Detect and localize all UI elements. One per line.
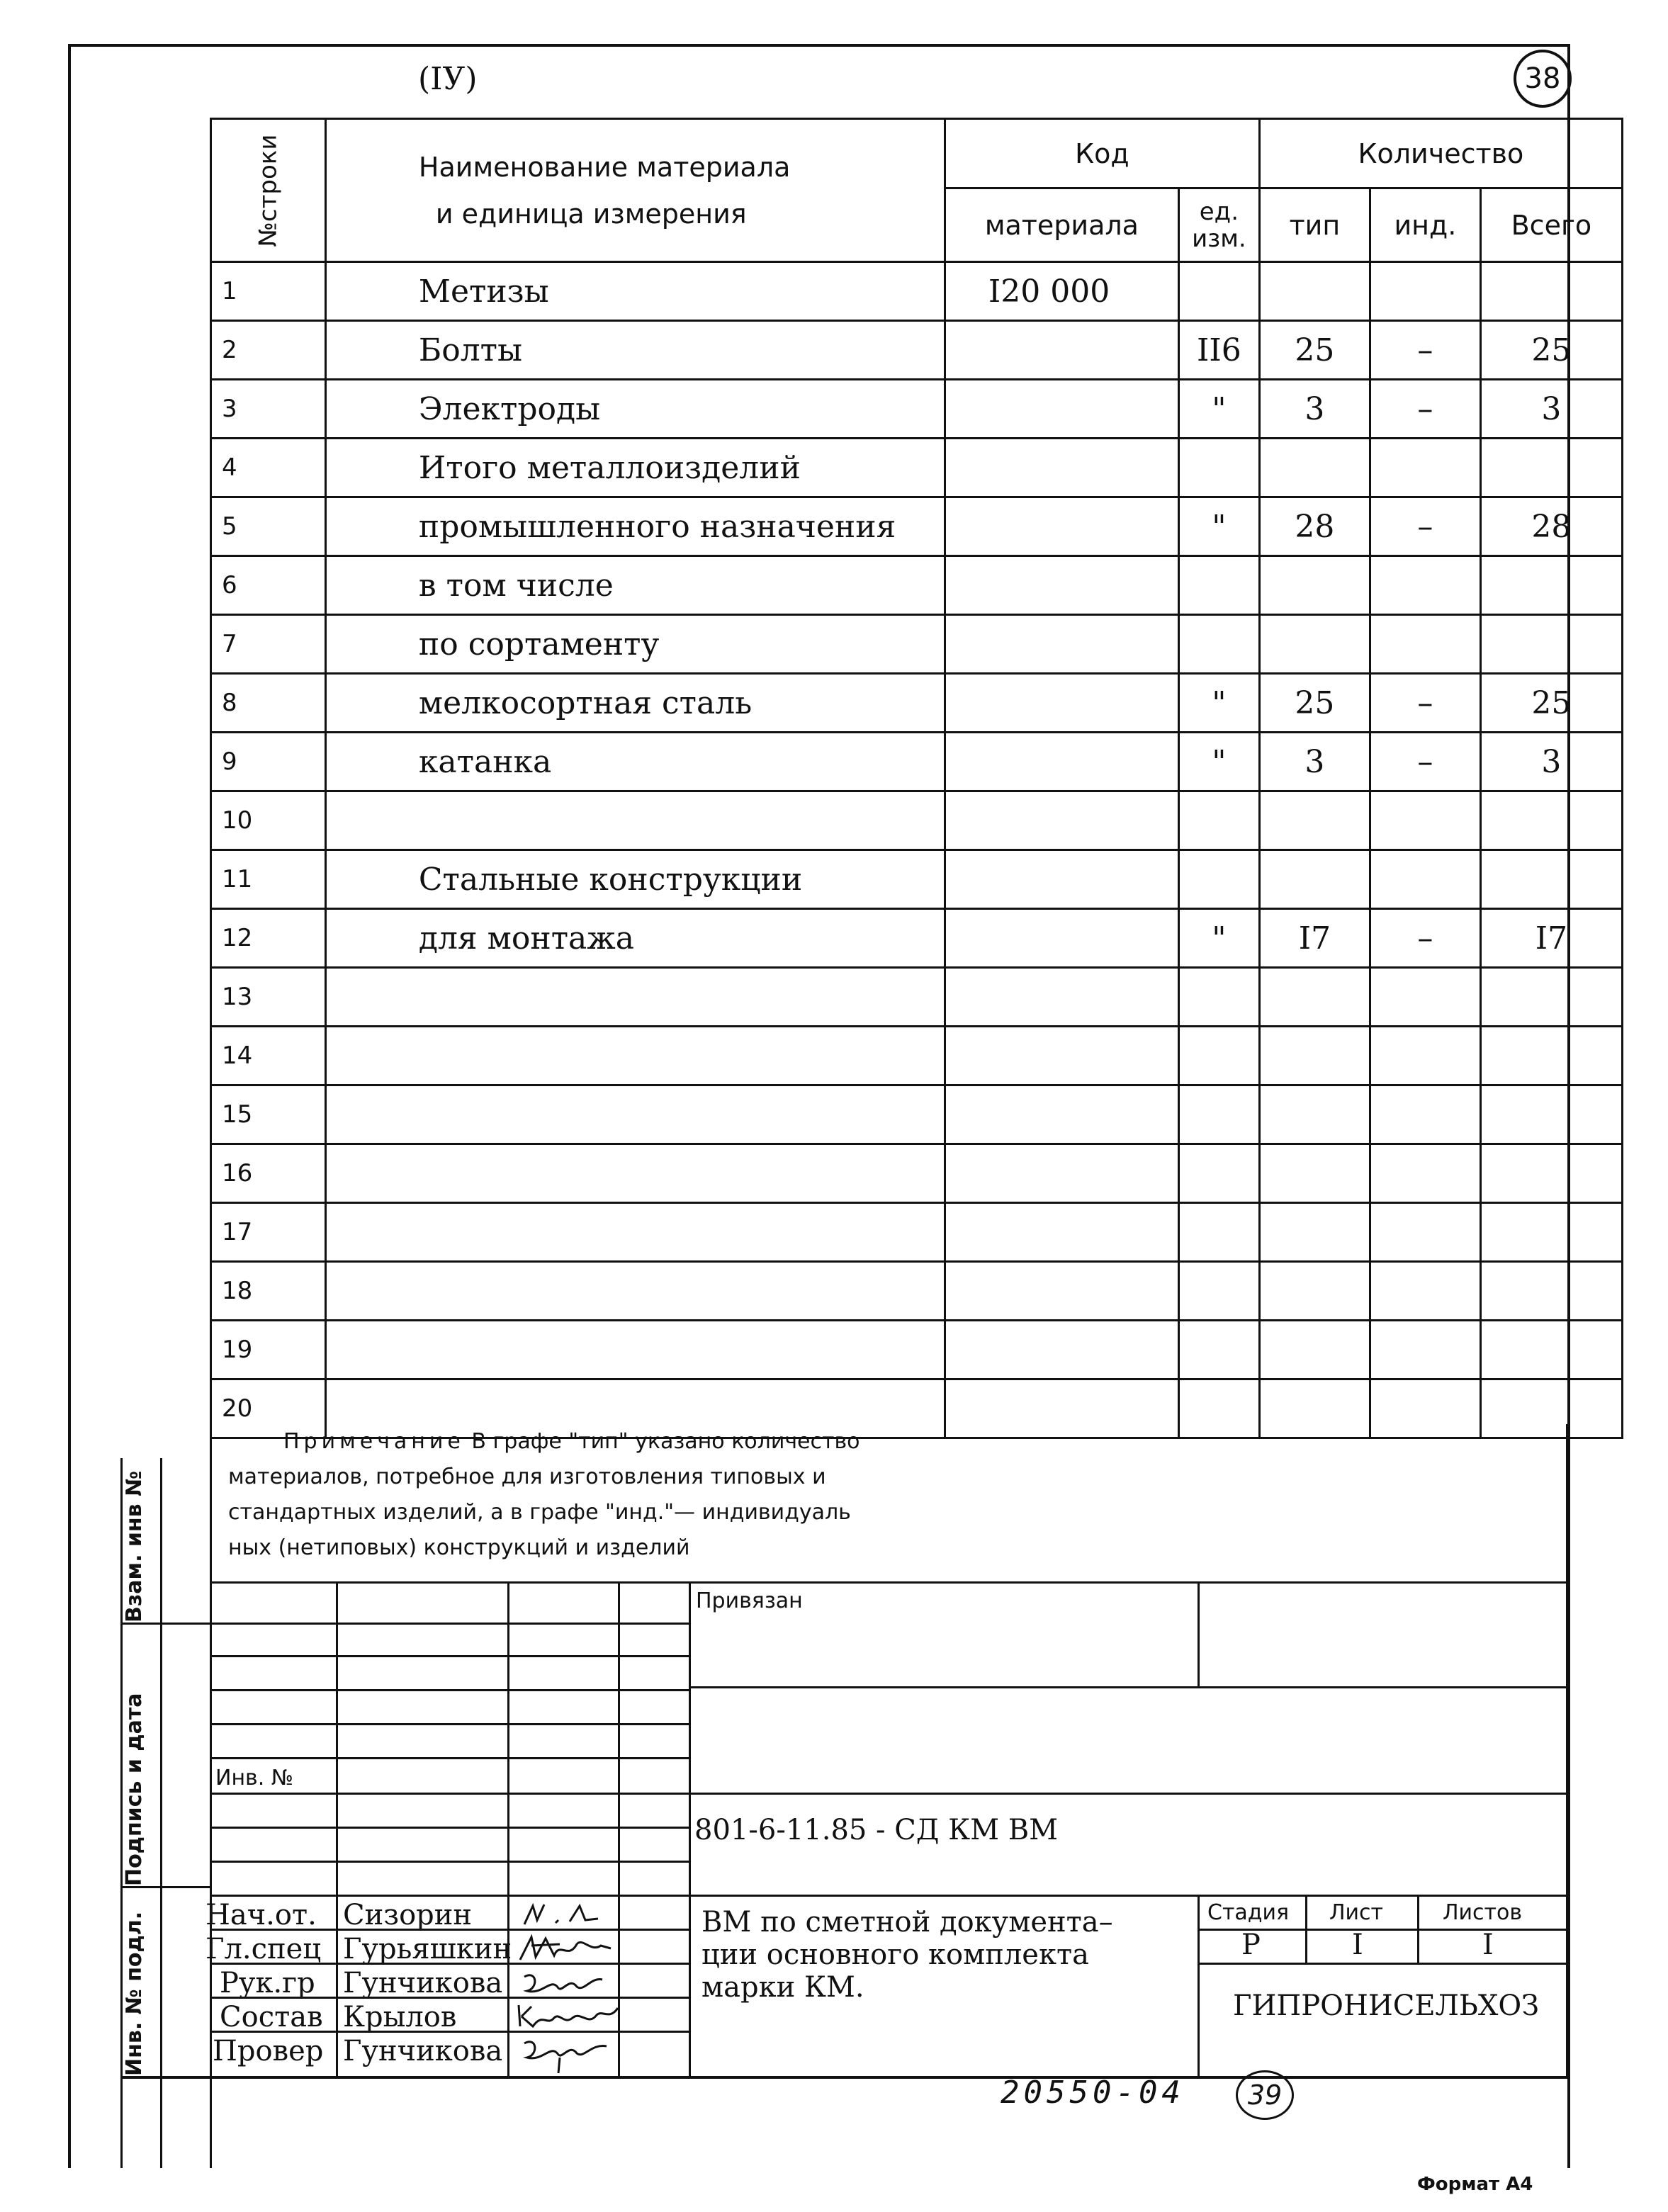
qty-type: 28 [1259,497,1370,556]
materials-table-body [211,262,1623,1438]
qty-ind: – [1370,321,1480,380]
unit-code [1178,1262,1259,1321]
qty-ind: – [1370,909,1480,968]
row-number: 1 [211,262,326,321]
note [228,1424,1149,1566]
header-code-material: материала [945,188,1178,262]
qty-type [1259,791,1370,850]
sheet-label: Лист [1329,1900,1384,1925]
signature-1 [520,1899,605,1930]
stamp-bottom-rule [120,2076,1567,2079]
material-code [945,615,1178,674]
footer-number: 20550-04 [1001,2075,1185,2111]
qty-total [1480,1085,1622,1144]
material-name [325,1203,945,1262]
qty-total [1480,1379,1622,1438]
side-label-podpis: Подпись и дата [122,1693,147,1886]
qty-total [1480,1144,1622,1203]
unit-code: " [1178,497,1259,556]
note-line1: В графе "тип" указано количество [471,1429,860,1454]
qty-ind [1370,1262,1480,1321]
header-qty-group: Количество [1259,119,1622,188]
material-code [945,850,1178,909]
title-line1: ВМ по сметной документа– [701,1906,1113,1939]
material-name: Электроды [325,380,945,439]
sheet-value: I [1352,1929,1363,1961]
qty-total [1480,262,1622,321]
unit-code [1178,615,1259,674]
privyazan-bottom-rule [689,1686,1567,1688]
stamp-row-2 [210,1655,689,1657]
qty-type [1259,1203,1370,1262]
qty-ind [1370,1203,1480,1262]
stage-value: Р [1241,1929,1261,1961]
header-code-unit: ед. изм. [1178,188,1259,262]
table-row [211,380,1623,439]
footer-circle-number: 39 [1236,2070,1294,2120]
name-1: Сизорин [343,1899,473,1931]
stamp-row-5 [210,1757,689,1759]
row-number: 14 [211,1027,326,1085]
qty-ind [1370,1085,1480,1144]
qty-total [1480,1203,1622,1262]
material-name [325,1085,945,1144]
qty-ind [1370,262,1480,321]
material-code [945,791,1178,850]
qty-type [1259,1262,1370,1321]
stage-col-1 [1305,1895,1307,1963]
stamp-row-6 [210,1793,689,1795]
material-code [945,733,1178,791]
qty-ind: – [1370,380,1480,439]
row-number: 6 [211,556,326,615]
qty-type: 3 [1259,733,1370,791]
material-code [945,497,1178,556]
material-name: промышленного назначения [325,497,945,556]
table-row [211,1027,1623,1085]
qty-ind [1370,615,1480,674]
material-code [945,1203,1178,1262]
name-3: Гунчикова [343,1967,503,1999]
table-row [211,909,1623,968]
page-number-badge: 38 [1514,50,1572,108]
qty-total [1480,556,1622,615]
table-row [211,1085,1623,1144]
material-name [325,1321,945,1379]
table-row [211,850,1623,909]
material-name: для монтажа [325,909,945,968]
doc-code: 801-6-11.85 - СД КМ ВМ [694,1814,1059,1846]
material-name [325,1262,945,1321]
name-2: Гурьяшкин [343,1933,512,1965]
qty-total [1480,1321,1622,1379]
table-row [211,262,1623,321]
title-top-rule [689,1895,1567,1897]
table-row [211,1321,1623,1379]
inv-no-label: Инв. № [215,1766,294,1790]
table-row [211,791,1623,850]
header-name [325,119,945,262]
qty-type [1259,1085,1370,1144]
material-code [945,909,1178,968]
role-4: Состав [220,2001,323,2033]
header-qty-type: тип [1259,188,1370,262]
row-number: 10 [211,791,326,850]
qty-ind [1370,1027,1480,1085]
unit-code: " [1178,909,1259,968]
material-name [325,1027,945,1085]
title-line2: ции основного комплекта [701,1939,1089,1971]
row-number: 2 [211,321,326,380]
side-label-inv: Инв. № подл. [122,1911,147,2076]
signature-3 [517,1967,609,1998]
table-row [211,497,1623,556]
name-5: Гунчикова [343,2035,503,2067]
qty-type [1259,1027,1370,1085]
material-code: I20 000 [945,262,1178,321]
qty-type [1259,556,1370,615]
qty-total [1480,1262,1622,1321]
signature-5 [517,2033,616,2076]
doc-code-top-rule [689,1793,1567,1795]
material-name: в том числе [325,556,945,615]
qty-ind [1370,556,1480,615]
row-number: 18 [211,1262,326,1321]
materials-table [210,118,1623,1439]
format-label: Формат А4 [1417,2174,1533,2195]
left-stamp-split-1 [120,1623,210,1625]
material-code [945,1027,1178,1085]
material-code [945,674,1178,733]
header-code-group: Код [945,119,1259,188]
table-row [211,321,1623,380]
qty-ind [1370,1321,1480,1379]
material-name: мелкосортная сталь [325,674,945,733]
qty-total: I7 [1480,909,1622,968]
unit-code [1178,1144,1259,1203]
material-name [325,1144,945,1203]
material-code [945,556,1178,615]
unit-code [1178,262,1259,321]
qty-ind: – [1370,674,1480,733]
material-name: Метизы [325,262,945,321]
material-name [325,791,945,850]
row-number: 8 [211,674,326,733]
row-number: 7 [211,615,326,674]
row-number: 11 [211,850,326,909]
unit-code [1178,556,1259,615]
table-row [211,674,1623,733]
qty-type [1259,615,1370,674]
role-2: Гл.спец [205,1933,322,1965]
unit-code [1178,968,1259,1027]
row-number: 9 [211,733,326,791]
sheet-code: (IУ) [418,61,478,97]
role-1: Нач.от. [205,1899,317,1931]
material-code [945,439,1178,497]
side-label-vzam: Взам. инв № [122,1470,147,1623]
note-lead: Примечание [283,1429,465,1454]
stamp-row-4 [210,1723,689,1725]
unit-code: " [1178,380,1259,439]
document-title [701,1906,1113,2004]
row-number: 20 [211,1379,326,1438]
material-code [945,1321,1178,1379]
material-name: Стальные конструкции [325,850,945,909]
note-bottom-rule [210,1581,1567,1584]
qty-type [1259,439,1370,497]
table-row [211,556,1623,615]
stamp-row-7 [210,1827,689,1829]
qty-type: I7 [1259,909,1370,968]
name-4: Крылов [343,2001,457,2033]
row-number: 4 [211,439,326,497]
row-number: 17 [211,1203,326,1262]
qty-type: 25 [1259,674,1370,733]
table-row [211,1262,1623,1321]
stage-value-rule [1198,1963,1567,1965]
qty-total [1480,439,1622,497]
stamp-col-4 [689,1581,691,2076]
row-number: 3 [211,380,326,439]
table-row [211,1203,1623,1262]
qty-total: 3 [1480,380,1622,439]
organization-name: ГИПРОНИСЕЛЬХОЗ [1233,1990,1540,2022]
qty-type [1259,1321,1370,1379]
material-name: Итого металлоизделий [325,439,945,497]
header-row-number: №строки [211,119,326,262]
header-name-line1: Наименование материала [418,151,791,183]
qty-ind [1370,1144,1480,1203]
qty-ind [1370,1379,1480,1438]
qty-total: 28 [1480,497,1622,556]
stage-label: Стадия [1207,1900,1290,1925]
qty-total [1480,1027,1622,1085]
note-line3: стандартных изделий, а в графе "инд."— индивидуаль [228,1500,851,1525]
material-code [945,1085,1178,1144]
table-row [211,439,1623,497]
sheets-value: I [1482,1929,1494,1961]
row-number: 16 [211,1144,326,1203]
qty-ind: – [1370,497,1480,556]
qty-type [1259,1144,1370,1203]
table-row [211,968,1623,1027]
note-line2: материалов, потребное для изготовления типовых и [228,1465,826,1489]
qty-ind [1370,850,1480,909]
material-name: по сортаменту [325,615,945,674]
qty-type [1259,850,1370,909]
title-line3: марки КМ. [701,1971,864,2004]
row-number: 15 [211,1085,326,1144]
unit-code [1178,791,1259,850]
qty-ind: – [1370,733,1480,791]
table-row [211,615,1623,674]
privyazan-divider [1198,1581,1200,1686]
material-name: катанка [325,733,945,791]
unit-code [1178,1321,1259,1379]
table-row [211,1144,1623,1203]
qty-ind [1370,968,1480,1027]
header-qty-ind: инд. [1370,188,1480,262]
material-code [945,321,1178,380]
qty-ind [1370,439,1480,497]
unit-code: II6 [1178,321,1259,380]
material-code [945,380,1178,439]
qty-total: 3 [1480,733,1622,791]
unit-code: " [1178,733,1259,791]
qty-total [1480,791,1622,850]
privyazan-label: Привязан [696,1589,803,1613]
table-row [211,733,1623,791]
qty-total: 25 [1480,321,1622,380]
qty-total [1480,615,1622,674]
qty-total: 25 [1480,674,1622,733]
material-code [945,1144,1178,1203]
header-qty-total: Всего [1480,188,1622,262]
title-right-rule [1198,1895,1200,2076]
material-name: Болты [325,321,945,380]
stamp-row-9 [210,1895,689,1897]
signature-4 [514,1999,621,2031]
stamp-row-3 [210,1689,689,1691]
role-5: Провер [213,2035,324,2067]
unit-code: " [1178,674,1259,733]
unit-code [1178,1379,1259,1438]
row-number: 19 [211,1321,326,1379]
material-code [945,968,1178,1027]
left-stamp-split-2 [120,1886,210,1888]
material-code [945,1262,1178,1321]
row-number: 13 [211,968,326,1027]
stage-col-2 [1417,1895,1419,1963]
unit-code [1178,1027,1259,1085]
qty-type: 25 [1259,321,1370,380]
note-line4: ных (нетиповых) конструкций и изделий [228,1535,690,1560]
qty-type [1259,968,1370,1027]
sheets-label: Листов [1443,1900,1523,1925]
stamp-right-border [1566,1424,1568,2079]
stamp-row-8 [210,1861,689,1863]
qty-total [1480,968,1622,1027]
qty-type [1259,262,1370,321]
header-name-line2: и единица измерения [435,198,747,230]
stamp-row-1 [210,1623,689,1625]
qty-type: 3 [1259,380,1370,439]
row-number: 5 [211,497,326,556]
left-stamp-column-inner [160,1458,162,2168]
signature-2 [517,1931,616,1965]
row-number: 12 [211,909,326,968]
material-name [325,968,945,1027]
unit-code [1178,439,1259,497]
role-3: Рук.гр [220,1967,315,1999]
qty-ind [1370,791,1480,850]
unit-code [1178,1085,1259,1144]
left-stamp-border [210,1424,212,2168]
qty-total [1480,850,1622,909]
unit-code [1178,1203,1259,1262]
unit-code [1178,850,1259,909]
qty-type [1259,1379,1370,1438]
